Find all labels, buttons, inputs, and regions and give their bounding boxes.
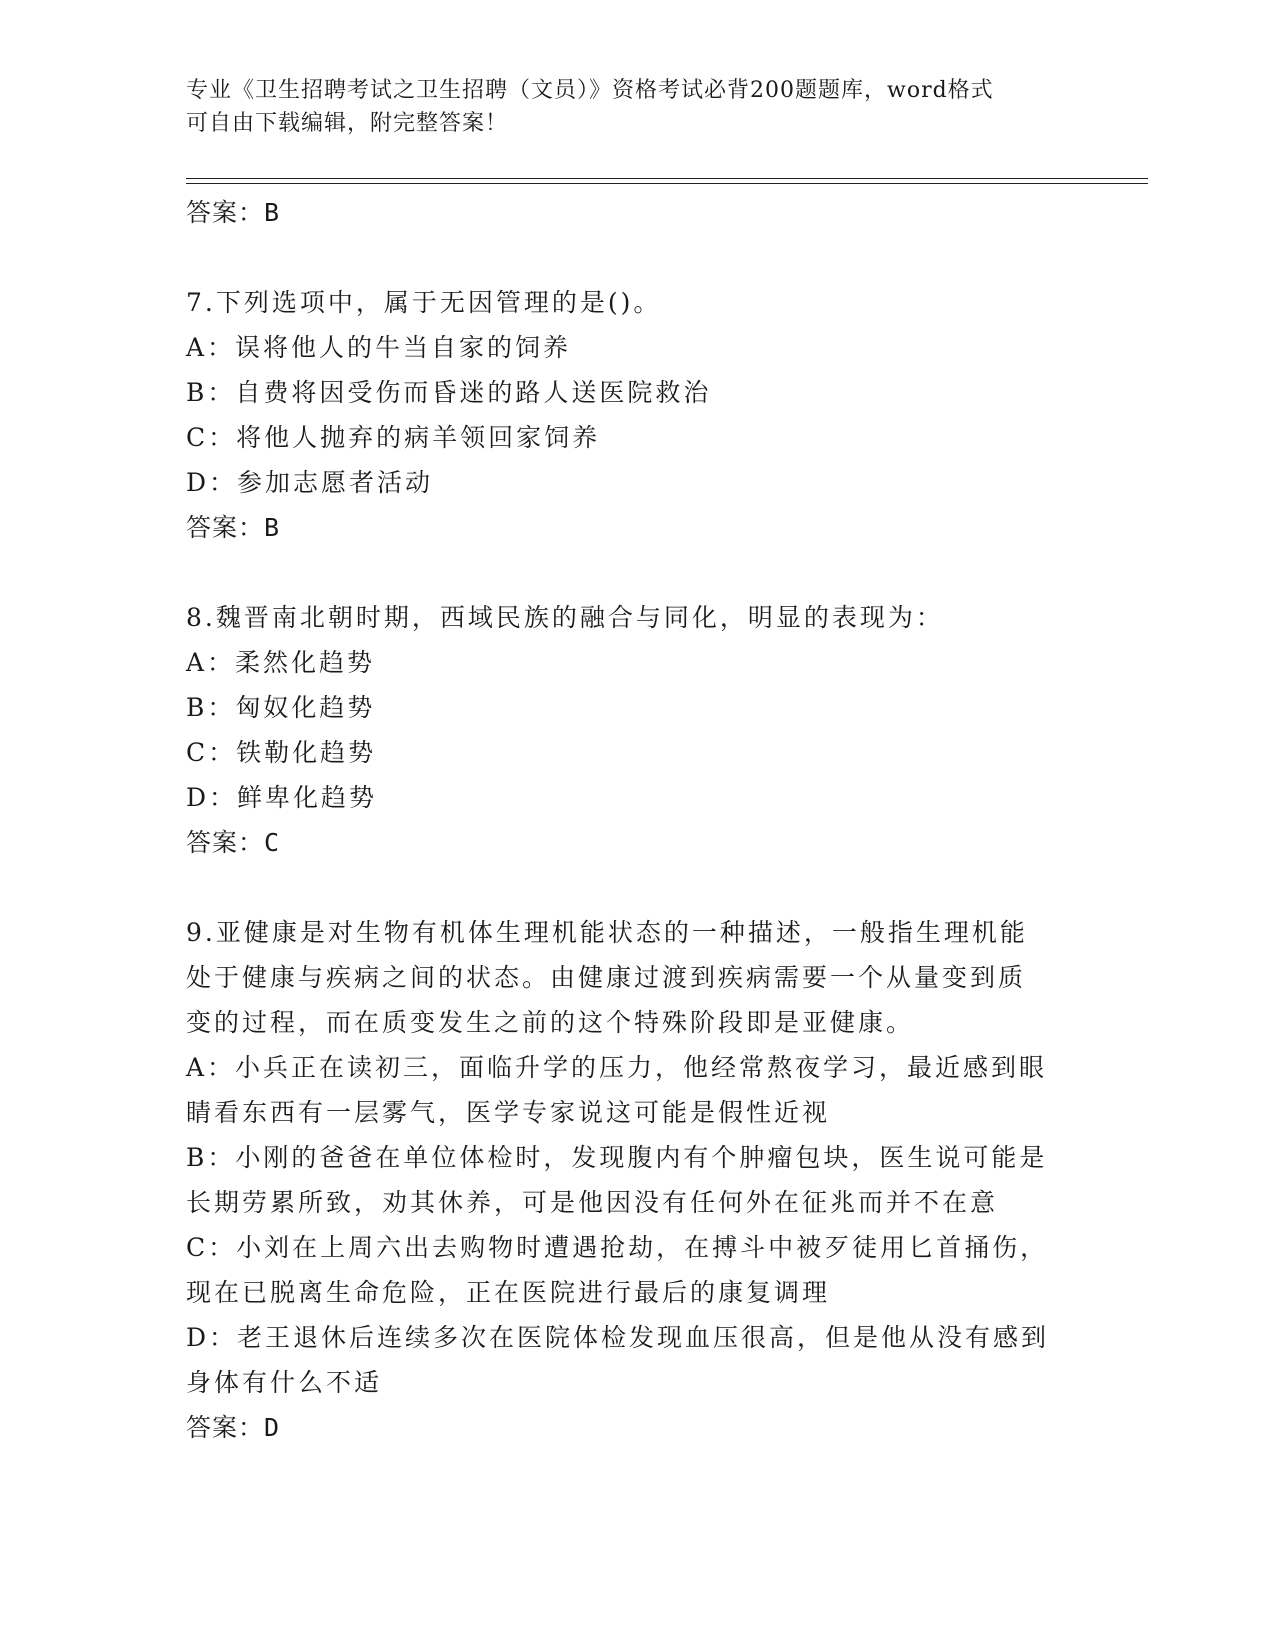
answer-value: C [264, 828, 281, 857]
question-answer [186, 505, 1086, 550]
question-stem: 8.魏晋南北朝时期，西域民族的融合与同化，明显的表现为： [186, 603, 944, 632]
option-c: C：铁勒化趋势 [186, 738, 377, 767]
question-list [186, 190, 1086, 1450]
answer-value: B [264, 513, 281, 542]
question-stem-line: 处于健康与疾病之间的状态。由健康过渡到疾病需要一个从量变到质 [186, 963, 1027, 992]
question-stem: 7.下列选项中，属于无因管理的是()。 [186, 288, 662, 317]
option-a: A：误将他人的牛当自家的饲养 [186, 333, 572, 362]
option-d: D：鲜卑化趋势 [186, 783, 378, 812]
question-7 [186, 280, 1086, 550]
question-answer [186, 1405, 1086, 1450]
answer-label: 答案： [186, 198, 265, 227]
question-stem-line: 9.亚健康是对生物有机体生理机能状态的一种描述，一般指生理机能 [186, 918, 1028, 947]
option-a: A：小兵正在读初三，面临升学的压力，他经常熬夜学习，最近感到眼 [186, 1053, 1048, 1082]
header-line-1: 专业《卫生招聘考试之卫生招聘（文员）》资格考试必背200题题库，word格式 [186, 78, 994, 103]
header-rule-top [186, 178, 1148, 179]
previous-answer [186, 190, 1086, 235]
option-d: D：参加志愿者活动 [186, 468, 434, 497]
document-header [186, 74, 1066, 140]
answer-label: 答案： [186, 513, 265, 542]
header-rule-bottom [186, 183, 1148, 184]
option-b: B：小刚的爸爸在单位体检时，发现腹内有个肿瘤包块，医生说可能是 [186, 1143, 1048, 1172]
question-stem-line: 变的过程，而在质变发生之前的这个特殊阶段即是亚健康。 [186, 1008, 915, 1037]
option-d-continued: 身体有什么不适 [186, 1368, 383, 1397]
question-8 [186, 595, 1086, 865]
option-b-continued: 长期劳累所致，劝其休养，可是他因没有任何外在征兆而并不在意 [186, 1188, 999, 1217]
option-a: A：柔然化趋势 [186, 648, 376, 677]
option-d: D：老王退休后连续多次在医院体检发现血压很高，但是他从没有感到 [186, 1323, 1050, 1352]
question-9 [186, 910, 1086, 1450]
option-c-continued: 现在已脱离生命危险，正在医院进行最后的康复调理 [186, 1278, 831, 1307]
answer-value: B [264, 198, 281, 227]
option-c: C：小刘在上周六出去购物时遭遇抢劫，在搏斗中被歹徒用匕首捅伤， [186, 1233, 1049, 1262]
header-line-2: 可自由下载编辑，附完整答案！ [186, 111, 509, 136]
option-b: B：匈奴化趋势 [186, 693, 376, 722]
option-a-continued: 睛看东西有一层雾气，医学专家说这可能是假性近视 [186, 1098, 831, 1127]
option-c: C：将他人抛弃的病羊领回家饲养 [186, 423, 601, 452]
answer-value: D [264, 1413, 281, 1442]
answer-label: 答案： [186, 828, 265, 857]
option-b: B：自费将因受伤而昏迷的路人送医院救治 [186, 378, 712, 407]
question-answer [186, 820, 1086, 865]
answer-label: 答案： [186, 1413, 265, 1442]
